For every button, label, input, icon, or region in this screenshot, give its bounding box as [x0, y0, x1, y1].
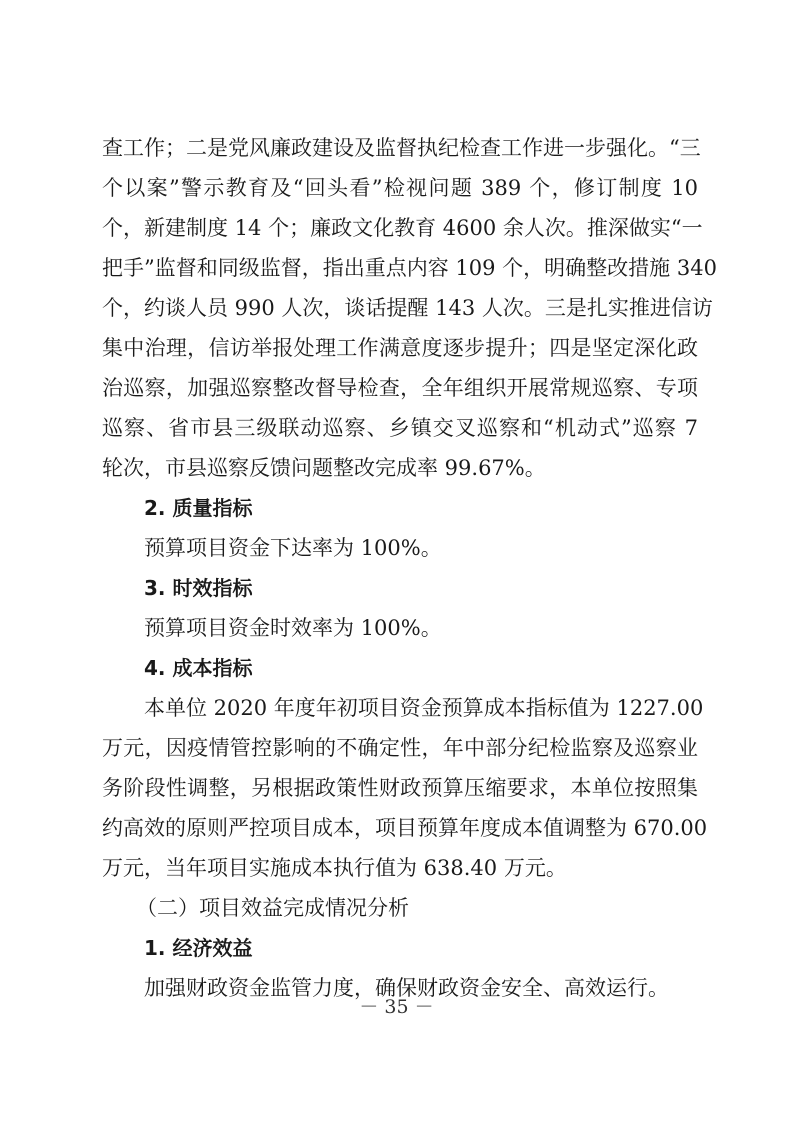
paragraph-timeliness: 预算项目资金时效率为 100%。 [144, 616, 442, 640]
page-number: － 35 － [359, 996, 434, 1018]
body-text [102, 128, 717, 1008]
heading-cost: 4. 成本指标 [144, 656, 253, 680]
paragraph-line: 个，约谈人员 990 人次，谈话提醒 143 人次。三是扎实推进信访 [102, 296, 713, 320]
paragraph-line: 巡察、省市县三级联动巡察、乡镇交叉巡察和“机动式”巡察 7 [102, 416, 698, 440]
paragraph-line: 个以案”警示教育及“回头看”检视问题 389 个，修订制度 10 [102, 176, 698, 200]
paragraph-line: 万元，因疫情管控影响的不确定性，年中部分纪检监察及巡察业 [102, 736, 698, 760]
paragraph-line: 本单位 2020 年度年初项目资金预算成本指标值为 1227.00 [144, 696, 704, 720]
heading-economic: 1. 经济效益 [144, 936, 253, 960]
heading-timeliness: 3. 时效指标 [144, 576, 253, 600]
heading-quality: 2. 质量指标 [144, 496, 253, 520]
paragraph-line: 个，新建制度 14 个；廉政文化教育 4600 余人次。推深做实“一 [102, 216, 703, 240]
paragraph-line: 把手”监督和同级监督，指出重点内容 109 个，明确整改措施 340 [102, 256, 717, 280]
paragraph-economic: 加强财政资金监管力度，确保财政资金安全、高效运行。 [144, 976, 669, 1000]
paragraph-line: 务阶段性调整，另根据政策性财政预算压缩要求，本单位按照集 [102, 776, 698, 800]
paragraph-line: 轮次，市县巡察反馈问题整改完成率 99.67%。 [102, 456, 546, 480]
paragraph-line: 集中治理，信访举报处理工作满意度逐步提升；四是坚定深化政 [102, 336, 698, 360]
section-heading: （二）项目效益完成情况分析 [136, 896, 409, 920]
paragraph-line: 治巡察，加强巡察整改督导检查，全年组织开展常规巡察、专项 [102, 376, 698, 400]
paragraph-line: 查工作；二是党风廉政建设及监督执纪检查工作进一步强化。“三 [102, 136, 701, 160]
paragraph-line: 约高效的原则严控项目成本，项目预算年度成本值调整为 670.00 [102, 816, 708, 840]
paragraph-quality: 预算项目资金下达率为 100%。 [144, 536, 442, 560]
paragraph-line: 万元，当年项目实施成本执行值为 638.40 万元。 [102, 856, 567, 880]
